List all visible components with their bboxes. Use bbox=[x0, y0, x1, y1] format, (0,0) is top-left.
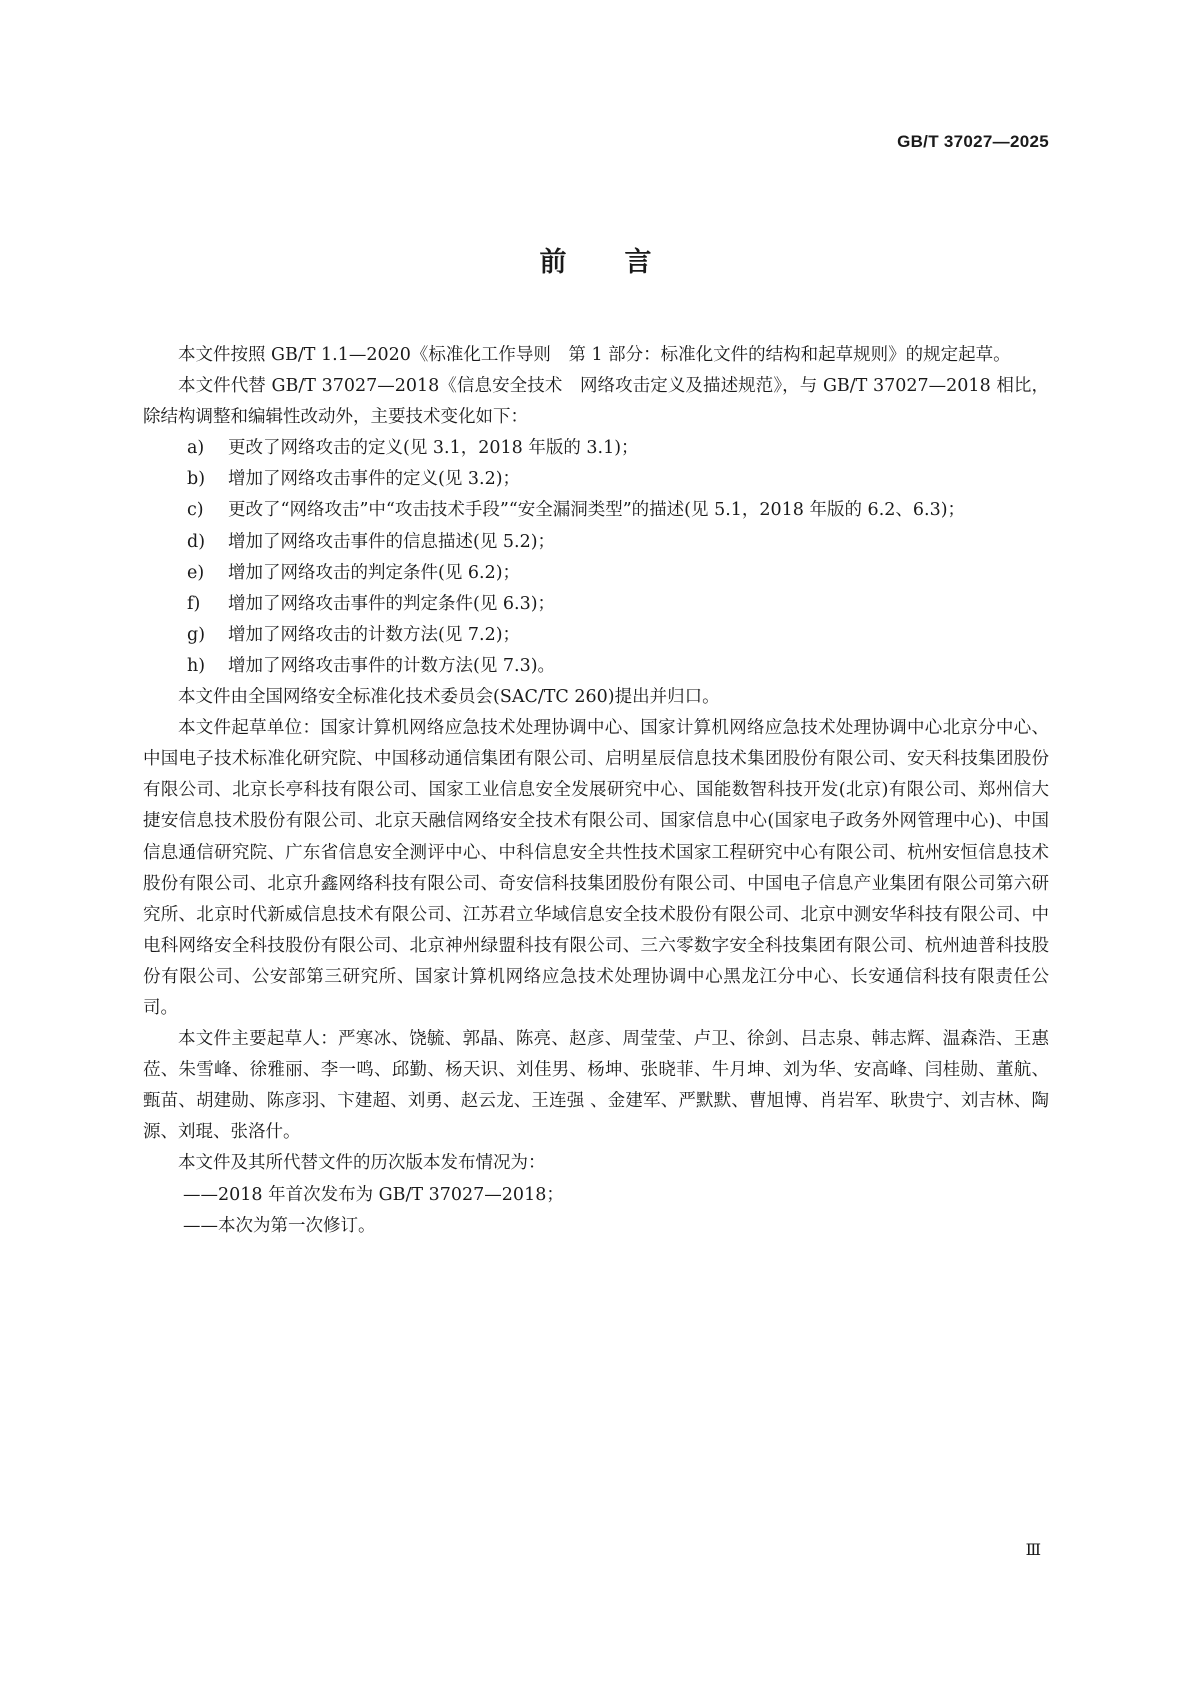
list-item-label: f) bbox=[187, 593, 201, 614]
list-item-text: 更改了网络攻击的定义(见 3.1，2018 年版的 3.1)； bbox=[228, 438, 639, 459]
history-item: ——本次为第一次修订。 bbox=[183, 1215, 376, 1236]
list-item-text: 增加了网络攻击的计数方法(见 7.2)； bbox=[228, 624, 521, 645]
list-item-label: b) bbox=[187, 469, 206, 490]
paragraph-drafting-rules: 本文件按照 GB/T 1.1—2020《标准化工作导则 第 1 部分：标准化文件的结构和起草规则》的规定起草。 bbox=[178, 345, 1011, 365]
list-item bbox=[143, 495, 1049, 526]
list-item-text: 增加了网络攻击事件的计数方法(见 7.3)。 bbox=[228, 655, 556, 676]
list-item-label: d) bbox=[187, 531, 206, 552]
history-item: ——2018 年首次发布为 GB/T 37027—2018； bbox=[183, 1184, 564, 1205]
changes-list bbox=[143, 433, 1049, 682]
document-body bbox=[143, 340, 1049, 1242]
page-title: 前言 bbox=[539, 247, 710, 278]
list-item bbox=[143, 527, 1049, 558]
paragraph-committee: 本文件由全国网络安全标准化技术委员会(SAC/TC 260)提出并归口。 bbox=[178, 687, 720, 708]
list-item-label: h) bbox=[187, 655, 206, 676]
list-item bbox=[143, 433, 1049, 464]
list-item bbox=[143, 620, 1049, 651]
list-item-label: e) bbox=[187, 562, 205, 583]
list-item-text: 增加了网络攻击事件的定义(见 3.2)； bbox=[228, 469, 521, 490]
list-item bbox=[143, 651, 1049, 682]
paragraph-replaces: 本文件代替 GB/T 37027—2018《信息安全技术 网络攻击定义及描述规范》，与 GB/T 37027—2018 相比，除结构调整和编辑性改动外，主要技术变化如下： bbox=[143, 376, 1049, 428]
paragraph-drafters: 本文件主要起草人：严寒冰、饶毓、郭晶、陈亮、赵彦、周莹莹、卢卫、徐剑、吕志泉、韩志辉、温森浩、王惠莅、朱雪峰、徐雅丽、李一鸣、邱勤、杨天识、刘佳男、杨坤、张晓菲、牛月坤、刘为华、安高峰、闫桂勋、董航、甄苗、胡建勋、陈彦羽、卞建超、刘勇、赵云龙、王连强 、金建军、严默默、曹旭博、肖岩军、耿贵宁、刘吉林、陶源、刘琨、张洛什。 bbox=[143, 1029, 1049, 1143]
list-item-text: 更改了“网络攻击”中“攻击技术手段”“安全漏洞类型”的描述(见 5.1，2018 年版的 6.2、6.3)； bbox=[228, 500, 966, 521]
list-item bbox=[143, 464, 1049, 495]
list-item-label: g) bbox=[187, 624, 206, 645]
list-item-label: a) bbox=[187, 438, 205, 459]
list-item bbox=[143, 558, 1049, 589]
paragraph-history-intro: 本文件及其所代替文件的历次版本发布情况为： bbox=[178, 1153, 546, 1174]
list-item-text: 增加了网络攻击的判定条件(见 6.2)； bbox=[228, 562, 521, 583]
standard-code: GB/T 37027—2025 bbox=[897, 132, 1049, 151]
list-item-text: 增加了网络攻击事件的判定条件(见 6.3)； bbox=[228, 593, 556, 614]
list-item-label: c) bbox=[187, 500, 204, 521]
list-item-text: 增加了网络攻击事件的信息描述(见 5.2)； bbox=[228, 531, 556, 552]
page-number: Ⅲ bbox=[1025, 1540, 1041, 1559]
list-item bbox=[143, 589, 1049, 620]
paragraph-drafting-units: 本文件起草单位：国家计算机网络应急技术处理协调中心、国家计算机网络应急技术处理协调中心北京分中心、中国电子技术标准化研究院、中国移动通信集团有限公司、启明星辰信息技术集团股份有限公司、安天科技集团股份有限公司、北京长亭科技有限公司、国家工业信息安全发展研究中心、国能数智科技开发(北京)有限公司、郑州信大捷安信息技术股份有限公司、北京天融信网络安全技术有限公司、国家信息中心(国家电子政务外网管理中心)、中国信息通信研究院、广东省信息安全测评中心、中科信息安全共性技术国家工程研究中心有限公司、杭州安恒信息技术股份有限公司、北京升鑫网络科技有限公司、奇安信科技集团股份有限公司、中国电子信息产业集团有限公司第六研究所、北京时代新威信息技术有限公司、江苏君立华域信息安全技术股份有限公司、北京中测安华科技有限公司、中电科网络安全科技股份有限公司、北京神州绿盟科技有限公司、三六零数字安全科技集团有限公司、杭州迪普科技股份有限公司、公安部第三研究所、国家计算机网络应急技术处理协调中心黑龙江分中心、长安通信科技有限责任公司。 bbox=[143, 718, 1049, 1018]
